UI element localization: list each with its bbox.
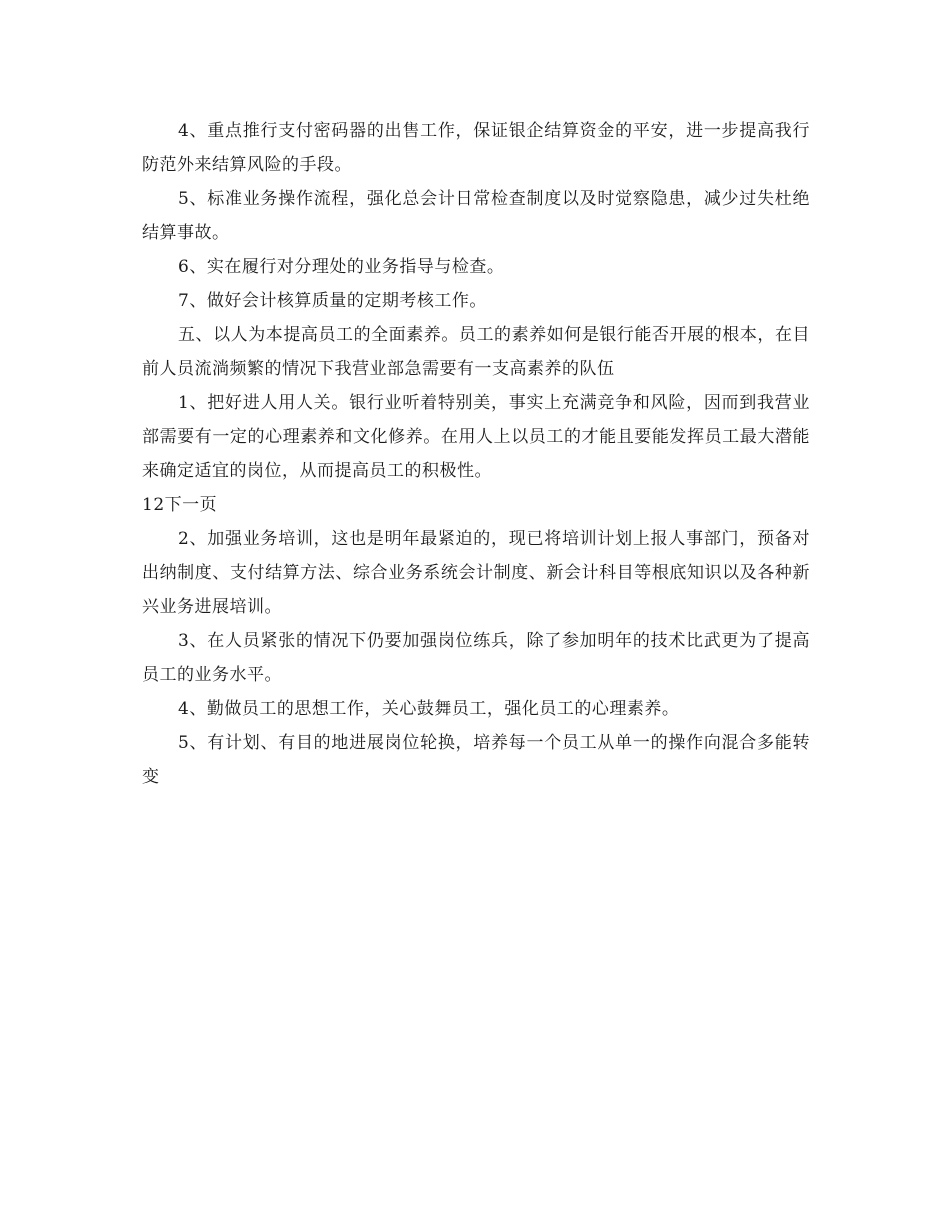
page-nav-link[interactable]: 12下一页 xyxy=(142,495,218,515)
paragraph-item-6-guidance: 6、实在履行对分理处的业务指导与检查。 xyxy=(178,257,505,277)
paragraph-item-4-payment-device: 4、重点推行支付密码器的出售工作，保证银企结算资金的平安，进一步提高我行防范外来结算风险的手段。 xyxy=(142,121,810,175)
section-heading-five: 五、以人为本提高员工的全面素养。员工的素养如何是银行能否开展的根本，在目前人员流淌频繁的情况下我营业部急需要有一支高素养的队伍 xyxy=(142,325,810,379)
paragraph-item-3-practice: 3、在人员紧张的情况下仍要加强岗位练兵，除了参加明年的技术比武更为了提高员工的业务水平。 xyxy=(142,631,810,685)
paragraph-item-7-assessment: 7、做好会计核算质量的定期考核工作。 xyxy=(178,291,487,311)
paragraph-item-2-training: 2、加强业务培训，这也是明年最紧迫的，现已将培训计划上报人事部门，预备对出纳制度、支付结算方法、综合业务系统会计制度、新会计科目等根底知识以及各种新兴业务进展培训。 xyxy=(142,529,810,617)
paragraph-item-5-rotation: 5、有计划、有目的地进展岗位轮换，培养每一个员工从单一的操作向混合多能转变 xyxy=(142,733,810,787)
paragraph-item-5-standard-process: 5、标准业务操作流程，强化总会计日常检查制度以及时觉察隐患，减少过失杜绝结算事故。 xyxy=(142,189,810,243)
paragraph-item-4-ideology: 4、勤做员工的思想工作，关心鼓舞员工，强化员工的心理素养。 xyxy=(178,699,680,719)
document-page xyxy=(142,114,810,794)
paragraph-item-1-hiring: 1、把好进人用人关。银行业听着特别美，事实上充满竞争和风险，因而到我营业部需要有一定的心理素养和文化修养。在用人上以员工的才能且要能发挥员工最大潜能来确定适宜的岗位，从而提高员工的积极性。 xyxy=(142,393,810,481)
